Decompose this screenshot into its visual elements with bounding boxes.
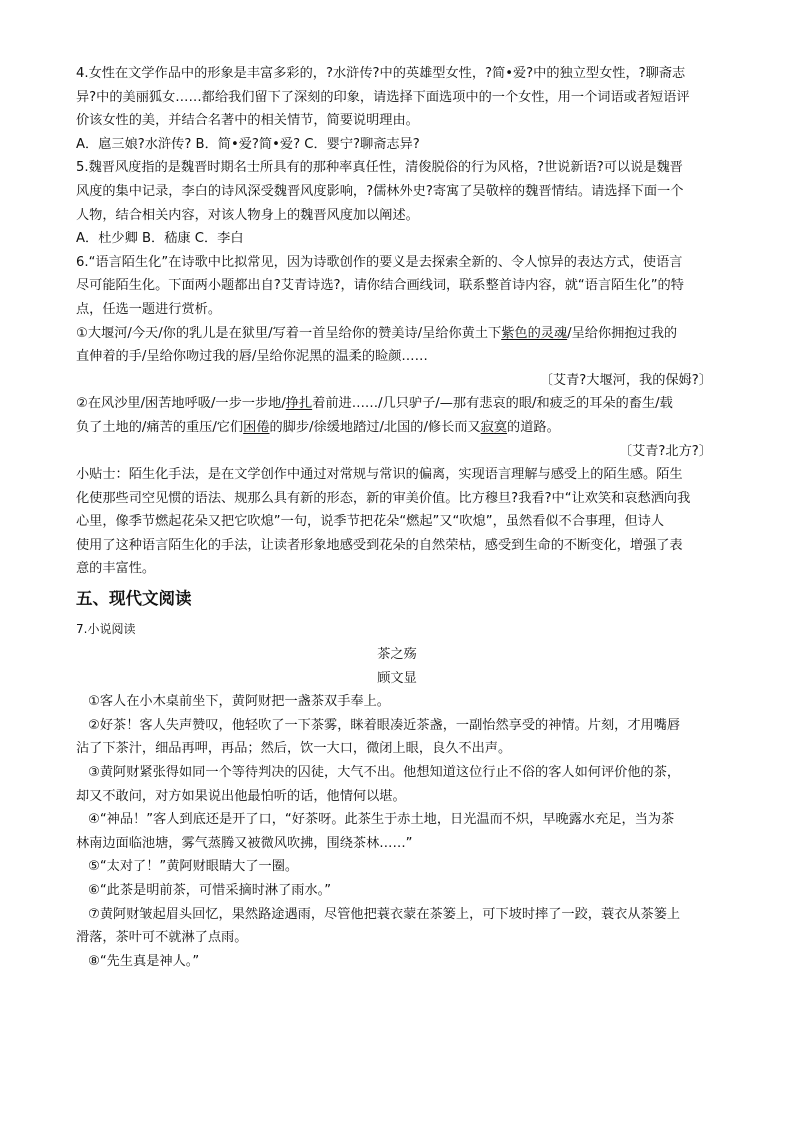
poem-excerpt-2 — [76, 392, 718, 463]
story-paragraph: ⑤“太对了！”黄阿财眼睛大了一圈。 — [88, 859, 299, 875]
question-5-options: A．杜少卿 B．嵇康 C．李白 — [76, 231, 244, 247]
section-heading: 五、现代文阅读 — [76, 589, 192, 609]
question-6-line: 点，任选一题进行赏析。 — [76, 301, 222, 317]
story-title: 茶之殇 — [377, 647, 417, 663]
poem-text: ①大堰河/今天/你的乳儿是在狱里/写着一首呈给你的赞美诗/呈给你黄土下 — [76, 325, 502, 341]
story-paragraph: ④“神品！”客人到底还是开了口，“好茶呀。此茶生于赤土地，日光温而不炽，早晚露水充足，当为茶 — [88, 812, 675, 828]
question-5-line: 人物，结合相关内容，对该人物身上的魏晋风度加以阐述。 — [76, 207, 419, 223]
tip-line: 心里，像季节燃起花朵又把它吹熄”一句，说季节把花朵“燃起”又“吹熄”，虽然看似不合事理，但诗人 — [76, 514, 665, 530]
question-7 — [76, 615, 718, 973]
question-4 — [76, 62, 718, 156]
story-paragraph-cont: 滑落，茶叶可不就淋了点雨。 — [76, 930, 248, 946]
question-6 — [76, 251, 718, 581]
tip-line: 小贴士：陌生化手法，是在文学创作中通过对常规与常识的偏离，实现语言理解与感受上的陌生感。陌生 — [76, 467, 683, 483]
poem-1-line: 直伸着的手/呈给你吻过我的唇/呈给你泥黑的温柔的睑颜…… — [76, 349, 428, 365]
tip-line: 意的丰富性。 — [76, 561, 156, 577]
story-paragraph: ⑦黄阿财皱起眉头回忆，果然路途遇雨，尽管他把蓑衣蒙在茶篓上，可下坡时摔了一跤，蓑衣从茶篓上 — [88, 906, 681, 922]
question-5-line: 5.魏晋风度指的是魏晋时期名士所具有的那种率真任性，清俊脱俗的行为风格，?世说新语?可以说是魏晋 — [76, 160, 683, 176]
story-paragraph-cont: 却又不敢问，对方如果说出他最怕听的话，他情何以堪。 — [76, 788, 406, 804]
poem-text: 着前进……/几只驴子/—那有悲哀的眼/和疲乏的耳朵的畜生/载 — [312, 396, 673, 412]
tip-line: 化使那些司空见惯的语法、规那么具有新的形态，新的审美价值。比方穆旦?我看?中“让欢笑和哀愁洒向我 — [76, 490, 691, 506]
story-paragraph: ⑥“此茶是明前茶，可惜采摘时淋了雨水。” — [88, 883, 332, 898]
poem-text: 负了土地的/痛苦的重压/它们 — [76, 419, 244, 435]
document-page — [76, 40, 718, 973]
question-4-line: 价该女性的美，并结合名著中的相关情节，简要说明理由。 — [76, 113, 419, 129]
poem-text: 的道路。 — [507, 419, 560, 435]
underlined-phrase: 困倦 — [243, 419, 270, 435]
story-paragraph: ③黄阿财紧张得如同一个等待判决的囚徒，大气不出。他想知道这位行止不俗的客人如何评价他的茶， — [88, 765, 681, 781]
question-4-line: 异?中的美丽狐女……都给我们留下了深刻的印象，请选择下面选项中的一个女性，用一个词语或者短语评 — [76, 89, 690, 105]
poem-2-line — [76, 392, 718, 416]
question-7-label: 7.小说阅读 — [76, 622, 136, 637]
tip-box — [76, 463, 718, 581]
question-5 — [76, 156, 718, 250]
story-author: 顾文显 — [377, 670, 417, 686]
poem-text: /呈给你拥抱过我的 — [567, 325, 678, 341]
question-6-line: 6.“语言陌生化”在诗歌中比拟常见，因为诗歌创作的要义是去探索全新的、令人惊异的表达方式，使语言 — [76, 254, 683, 270]
poem-2-source: 〔艾青?北方?〕 — [618, 443, 712, 459]
poem-text: ②在风沙里/困苦地呼吸/一步一步地/ — [76, 396, 286, 412]
poem-excerpt-1 — [76, 322, 718, 393]
poem-1-source: 〔艾青?大堰河，我的保姆?〕 — [539, 372, 712, 388]
poem-1-line — [76, 322, 718, 346]
question-4-options: A．扈三娘?水浒传? B．简•爱?简•爱? C．婴宁?聊斋志异? — [76, 136, 420, 152]
underlined-phrase: 紫色的灵魂 — [501, 325, 568, 341]
story-paragraph: ①客人在小木桌前坐下，黄阿财把一盏茶双手奉上。 — [88, 694, 390, 710]
story-paragraph: ⑧“先生真是神人。” — [88, 953, 200, 969]
story-paragraph-cont: 林南边面临池塘，雾气蒸腾又被微风吹拂，围绕茶林……” — [76, 835, 413, 851]
underlined-phrase: 寂寞 — [480, 419, 508, 435]
question-4-line: 4.女性在文学作品中的形象是丰富多彩的，?水浒传?中的英雄型女性，?简•爱?中的独立型女性，?聊斋志 — [76, 66, 686, 81]
story-paragraph-cont: 沾了下茶汁，细品再呷，再品；然后，饮一大口，微闭上眼，良久不出声。 — [76, 741, 512, 757]
underlined-phrase: 挣扎 — [285, 396, 313, 412]
poem-text: 的脚步/徐缓地踏过/北国的/修长而又 — [269, 419, 481, 435]
tip-line: 使用了这种语言陌生化的手法，让读者形象地感受到花朵的自然荣枯，感受到生命的不断变化，增强了表 — [76, 537, 683, 553]
poem-2-line — [76, 416, 718, 440]
question-5-line: 风度的集中记录，李白的诗风深受魏晋风度影响，?儒林外史?寄寓了吴敬梓的魏晋情结。请选择下面一个 — [76, 183, 684, 199]
question-6-line: 尽可能陌生化。下面两小题都出自?艾青诗选?，请你结合画线词，联系整首诗内容，就“语言陌生化”的特 — [76, 278, 684, 294]
story-paragraph: ②好茶！客人失声赞叹，他轻吹了一下茶雾，眯着眼凑近茶盏，一副怡然享受的神情。片刻，才用嘴唇 — [88, 717, 681, 733]
